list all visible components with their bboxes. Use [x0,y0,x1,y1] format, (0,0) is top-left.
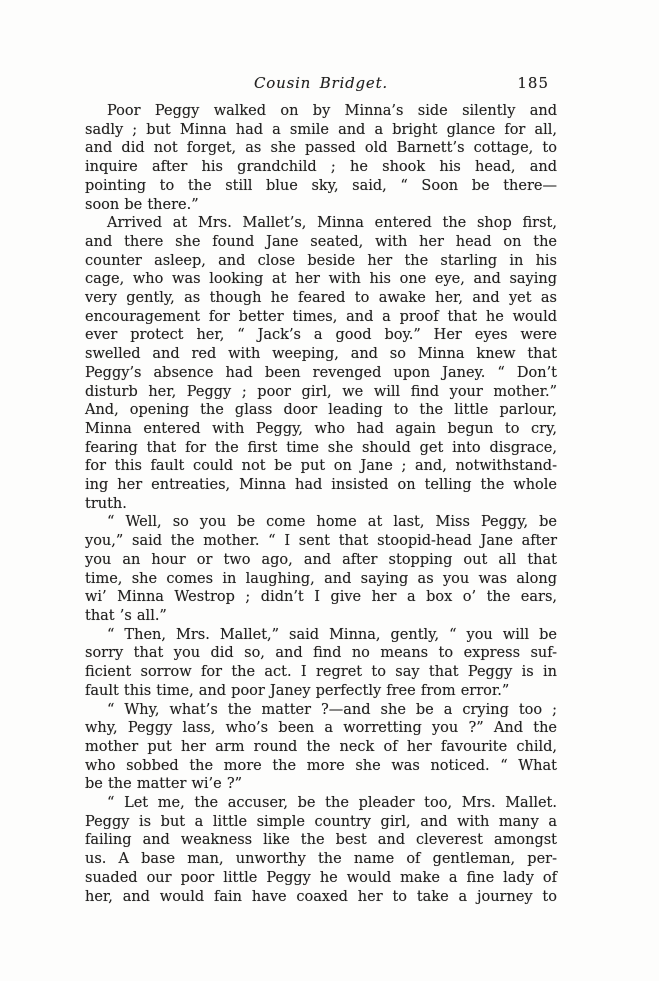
text-line: encouragement for better times, and a proof that he would [85,308,557,325]
text-line: very gently, as though he feared to awake her, and yet as [85,290,557,307]
paragraph [85,701,557,795]
text-line: “ Why, what’s the matter ?—and she be a crying too ; [107,701,557,718]
text-line: truth. [85,495,127,512]
text-line: time, she comes in laughing, and saying as you was along [85,570,557,587]
text-line: be the matter wi’e ?” [85,776,243,793]
text-line: Arrived at Mrs. Mallet’s, Minna entered the shop first, [107,215,557,232]
text-line: suaded our poor little Peggy he would make a fine lady of [85,869,557,886]
text-line: Peggy’s absence had been revenged upon Janey. “ Don’t [85,364,557,381]
text-line: why, Peggy lass, who’s been a worretting you ?” And the [85,720,557,737]
paragraph [85,794,557,906]
text-line: And, opening the glass door leading to the little parlour, [85,402,557,419]
text-line: ing her entreaties, Minna had insisted on telling the whole [85,477,557,494]
text-line: fearing that for the first time she should get into disgrace, [85,439,557,456]
text-line: ficient sorrow for the act. I regret to say that Peggy is in [85,664,557,681]
paragraph [85,626,557,701]
text-line: wi’ Minna Westrop ; didn’t I give her a box o’ the ears, [85,589,557,606]
text-line: counter asleep, and close beside her the starling in his [85,252,557,269]
text-line: “ Then, Mrs. Mallet,” said Minna, gently, “ you will be [107,626,557,643]
text-line: ever protect her, “ Jack’s a good boy.” Her eyes were [85,327,557,344]
text-line: “ Let me, the accuser, be the pleader too, Mrs. Mallet. [107,795,557,812]
text-line: Minna entered with Peggy, who had again begun to cry, [85,420,557,437]
text-line: who sobbed the more the more she was noticed. “ What [85,757,557,774]
text-line: inquire after his grandchild ; he shook his head, and [85,159,557,176]
text-line: disturb her, Peggy ; poor girl, we will find your mother.” [85,383,557,400]
text-line: sorry that you did so, and find no means to express suf- [85,645,557,662]
text-line: that ’s all.” [85,607,167,624]
page-number: 185 [517,74,549,92]
text-line: her, and would fain have coaxed her to take a journey to [85,888,557,905]
text-line: swelled and red with weeping, and so Minna knew that [85,346,557,363]
running-header [85,74,557,94]
text-line: Peggy is but a little simple country girl, and with many a [85,813,557,830]
text-line: mother put her arm round the neck of her favourite child, [85,738,557,755]
text-line: failing and weakness like the best and cleverest amongst [85,832,557,849]
paragraph [85,214,557,513]
text-line: sadly ; but Minna had a smile and a bright glance for all, [85,121,557,138]
text-line: and there she found Jane seated, with her head on the [85,233,557,250]
text-line: for this fault could not be put on Jane ; and, notwithstand- [85,458,557,475]
text-line: Poor Peggy walked on by Minna’s side silently and [107,103,557,119]
text-line: soon be there.” [85,196,199,213]
text-line: pointing to the still blue sky, said, “ Soon be there— [85,177,557,194]
paragraph [85,102,557,214]
text-line: fault this time, and poor Janey perfectly free from error.” [85,682,510,699]
page-body [85,102,557,906]
running-header-title: Cousin Bridget. [254,74,388,92]
paragraph [85,513,557,625]
text-line: you an hour or two ago, and after stopping out all that [85,551,557,568]
text-line: and did not forget, as she passed old Barnett’s cottage, to [85,140,557,157]
text-line: “ Well, so you be come home at last, Miss Peggy, be [107,514,557,531]
text-line: us. A base man, unworthy the name of gentleman, per- [85,851,557,868]
text-line: cage, who was looking at her with his one eye, and saying [85,271,557,288]
text-line: you,” said the mother. “ I sent that stoopid-head Jane after [85,533,557,550]
